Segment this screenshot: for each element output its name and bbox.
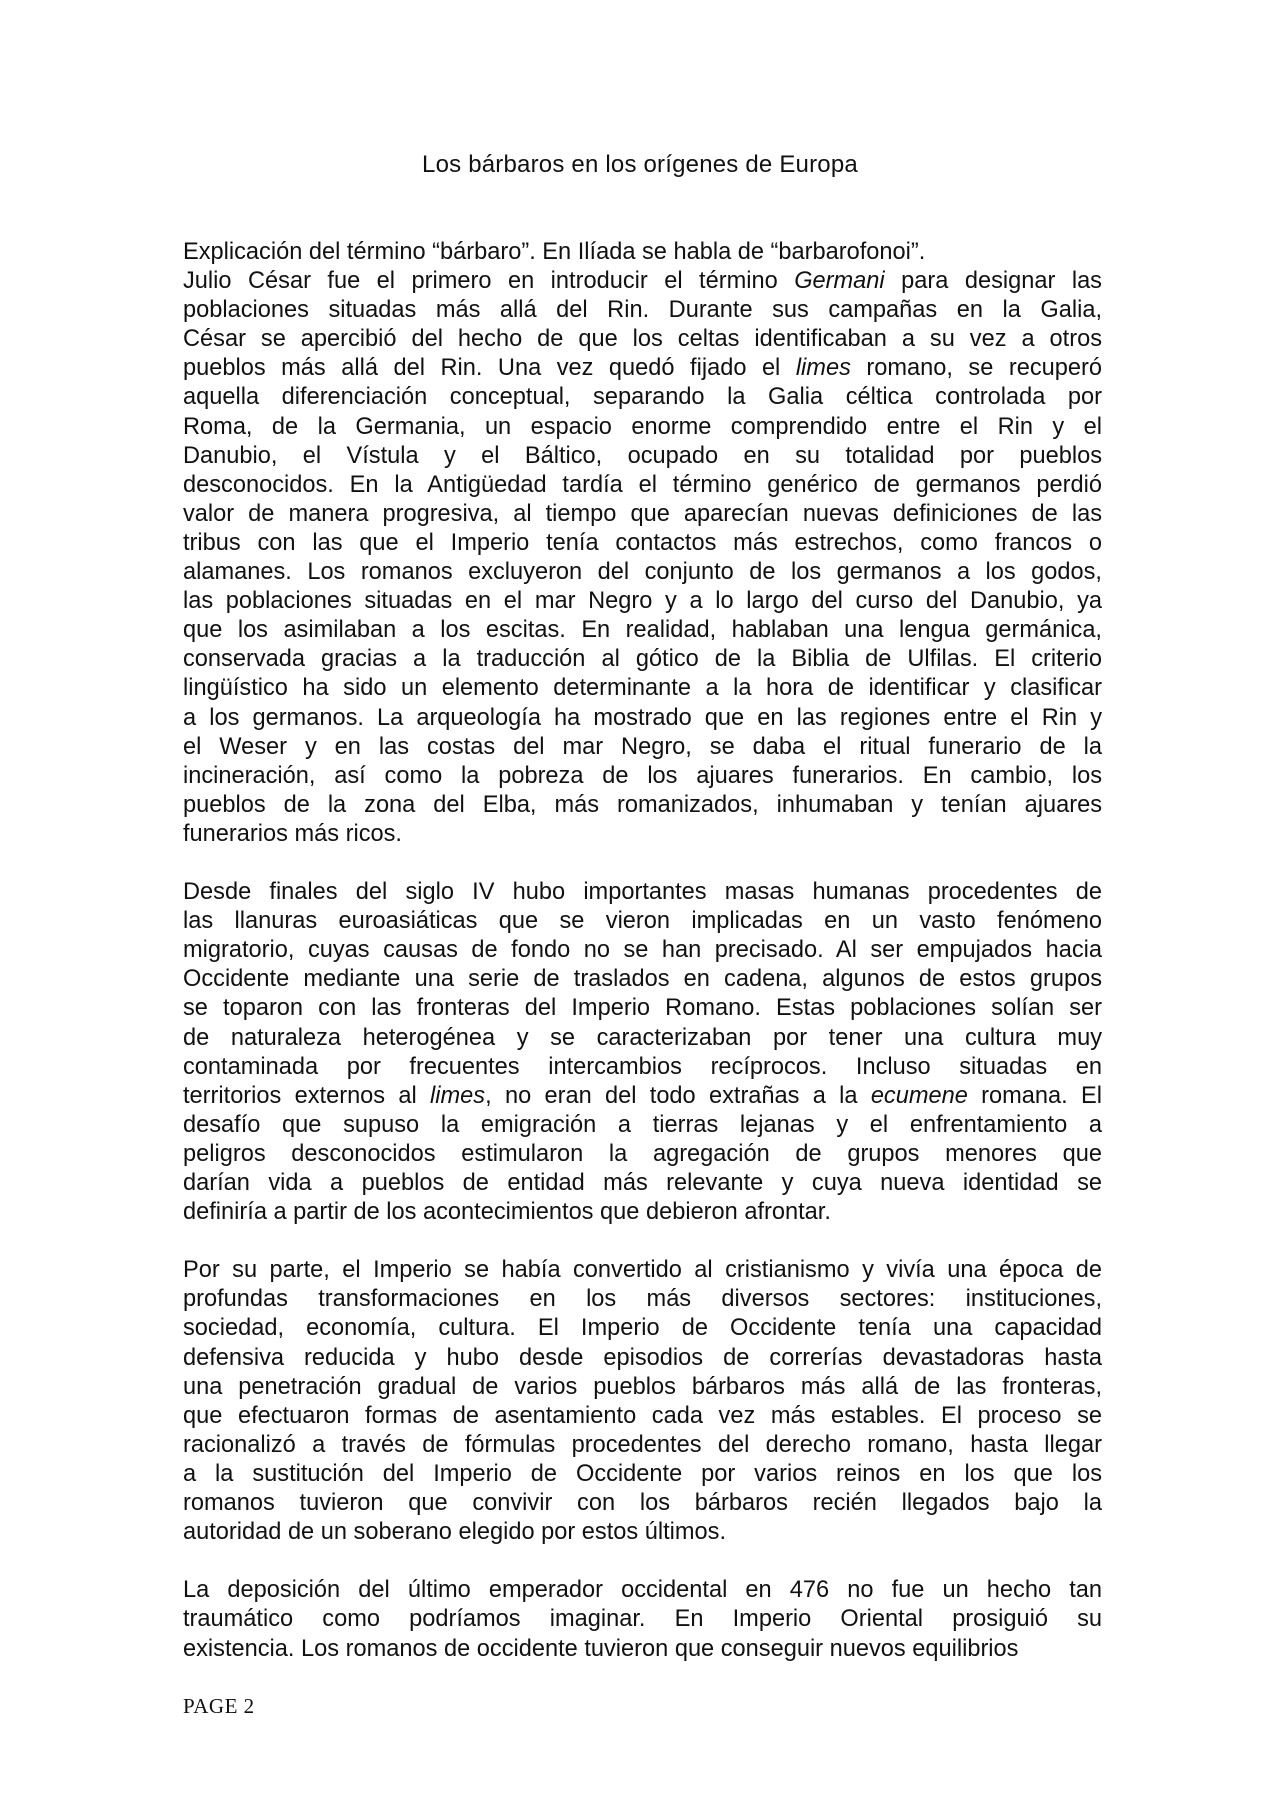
text-line: tribus con las que el Imperio tenía contactos más estrechos, como francos o: [183, 529, 1102, 556]
text-line: desconocidos. En la Antigüedad tardía el término genérico de germanos perdió: [183, 471, 1102, 498]
text-line: autoridad de un soberano elegido por estos últimos.: [183, 1519, 727, 1546]
text-line: se toparon con las fronteras del Imperio Romano. Estas poblaciones solían ser: [183, 995, 1102, 1022]
text-line: Occidente mediante una serie de traslados en cadena, algunos de estos grupos: [183, 966, 1102, 993]
text-line: racionalizó a través de fórmulas procedentes del derecho romano, hasta llegar: [183, 1431, 1102, 1458]
paragraph-gap: [183, 1547, 1102, 1576]
text-line: las poblaciones situadas en el mar Negro y a lo largo del curso del Danubio, ya: [183, 588, 1102, 615]
italic-term: Germani: [794, 268, 885, 295]
text-line: profundas transformaciones en los más diversos sectores: instituciones,: [183, 1286, 1102, 1313]
text-line: Por su parte, el Imperio se había convertido al cristianismo y vivía una época de: [183, 1257, 1102, 1284]
text-line: poblaciones situadas más allá del Rin. Durante sus campañas en la Galia,: [183, 297, 1102, 324]
text-line: Roma, de la Germania, un espacio enorme comprendido entre el Rin y el: [183, 413, 1102, 440]
text-line: alamanes. Los romanos excluyeron del conjunto de los germanos a los godos,: [183, 559, 1102, 586]
text-line: sociedad, economía, cultura. El Imperio de Occidente tenía una capacidad: [183, 1315, 1102, 1342]
text-line: La deposición del último emperador occidental en 476 no fue un hecho tan: [183, 1577, 1102, 1604]
text-line: valor de manera progresiva, al tiempo que aparecían nuevas definiciones de las: [183, 500, 1102, 527]
paragraph-gap: [183, 1227, 1102, 1256]
italic-term: limes: [430, 1082, 486, 1109]
text-line: Desde finales del siglo IV hubo importantes masas humanas procedentes de: [183, 879, 1102, 906]
text-line: romanos tuvieron que convivir con los bárbaros recién llegados bajo la: [183, 1490, 1102, 1517]
text-line: conservada gracias a la traducción al gótico de la Biblia de Ulfilas. El criterio: [183, 646, 1102, 673]
paragraph: [183, 238, 1102, 849]
text-line: pueblos de la zona del Elba, más romanizados, inhumaban y tenían ajuares: [183, 791, 1102, 818]
text-line: Julio César fue el primero en introducir el término Germani para designar las: [183, 268, 1102, 295]
text-line: las llanuras euroasiáticas que se vieron implicadas en un vasto fenómeno: [183, 908, 1102, 935]
paragraph: [183, 878, 1102, 1227]
paragraph: [183, 1576, 1102, 1663]
text-line: funerarios más ricos.: [183, 820, 402, 847]
text-line: de naturaleza heterogénea y se caracterizaban por tener una cultura muy: [183, 1024, 1102, 1051]
text-line: lingüístico ha sido un elemento determinante a la hora de identificar y clasificar: [183, 675, 1102, 702]
text-line: definiría a partir de los acontecimientos que debieron afrontar.: [183, 1199, 831, 1226]
text-line: el Weser y en las costas del mar Negro, se daba el ritual funerario de la: [183, 733, 1102, 760]
page-number-footer: PAGE 2: [183, 1694, 255, 1718]
text-line: incineración, así como la pobreza de los ajuares funerarios. En cambio, los: [183, 762, 1102, 789]
text-line: que efectuaron formas de asentamiento cada vez más estables. El proceso se: [183, 1402, 1102, 1429]
italic-term: ecumene: [870, 1082, 968, 1109]
italic-term: limes: [795, 355, 851, 382]
text-line: pueblos más allá del Rin. Una vez quedó fijado el limes romano, se recuperó: [183, 355, 1102, 382]
paragraph-gap: [183, 849, 1102, 878]
text-line: traumático como podríamos imaginar. En Imperio Oriental prosiguió su: [183, 1606, 1102, 1633]
document-title: Los bárbaros en los orígenes de Europa: [422, 151, 858, 178]
text-line: una penetración gradual de varios pueblos bárbaros más allá de las fronteras,: [183, 1373, 1102, 1400]
text-line: migratorio, cuyas causas de fondo no se han precisado. Al ser empujados hacia: [183, 937, 1102, 964]
text-line: territorios externos al limes, no eran del todo extrañas a la ecumene romana. El: [183, 1082, 1102, 1109]
text-line: existencia. Los romanos de occidente tuvieron que conseguir nuevos equilibrios: [183, 1635, 1019, 1662]
text-line: Explicación del término “bárbaro”. En Ilíada se habla de “barbarofonoi”.: [183, 239, 926, 265]
text-line: desafío que supuso la emigración a tierras lejanas y el enfrentamiento a: [183, 1111, 1102, 1138]
paragraph: [183, 1256, 1102, 1547]
text-line: Danubio, el Vístula y el Báltico, ocupado en su totalidad por pueblos: [183, 442, 1102, 469]
text-line: darían vida a pueblos de entidad más relevante y cuya nueva identidad se: [183, 1170, 1102, 1196]
text-line: a la sustitución del Imperio de Occidente por varios reinos en los que los: [183, 1460, 1102, 1487]
text-line: peligros desconocidos estimularon la agregación de grupos menores que: [183, 1140, 1102, 1167]
text-line: contaminada por frecuentes intercambios recíprocos. Incluso situadas en: [183, 1053, 1102, 1080]
document-body: [183, 238, 1102, 1664]
text-line: César se apercibió del hecho de que los celtas identificaban a su vez a otros: [183, 326, 1102, 353]
text-line: aquella diferenciación conceptual, separando la Galia céltica controlada por: [183, 384, 1102, 411]
text-line: que los asimilaban a los escitas. En realidad, hablaban una lengua germánica,: [183, 617, 1102, 644]
text-line: a los germanos. La arqueología ha mostrado que en las regiones entre el Rin y: [183, 704, 1102, 731]
text-line: defensiva reducida y hubo desde episodios de correrías devastadoras hasta: [183, 1344, 1102, 1371]
